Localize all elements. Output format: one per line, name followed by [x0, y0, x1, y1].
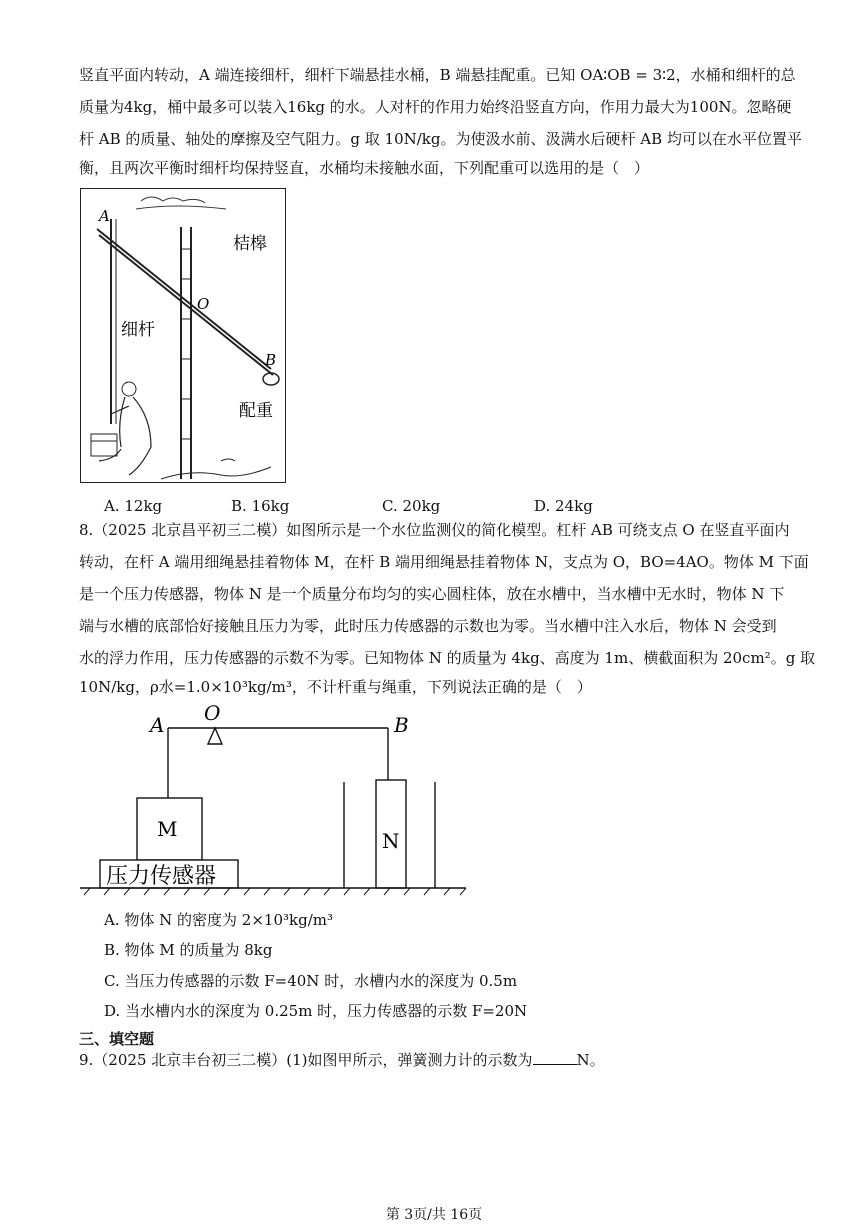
- q9-line: [79, 1049, 605, 1071]
- q7-option-c: C. 20kg: [382, 497, 441, 515]
- fig2-label-o: O: [204, 701, 221, 725]
- well-sweep-figure: [80, 188, 286, 483]
- page-footer: 第 3页/共 16页: [385, 1207, 483, 1223]
- fig1-label-o: O: [197, 295, 210, 313]
- fig2-label-n: N: [382, 829, 400, 853]
- q9-unit: N。: [576, 1051, 605, 1069]
- q7-line-4: 衡，且两次平衡时细杆均保持竖直，水桶均未接触水面，下列配重可以选用的是（ ）: [79, 159, 650, 177]
- q8-option-d: D. 当水槽内水的深度为 0.25m 时，压力传感器的示数 F=20N: [104, 1002, 528, 1020]
- q8-option-b: B. 物体 M 的质量为 8kg: [104, 941, 273, 959]
- q9-answer-blank: [533, 1050, 577, 1065]
- q8-option-c: C. 当压力传感器的示数 F=40N 时，水槽内水的深度为 0.5m: [104, 972, 518, 990]
- fig2-label-b: B: [394, 713, 409, 737]
- water-monitor-figure: [80, 698, 480, 898]
- q7-line-1: 竖直平面内转动，A 端连接细杆，细杆下端悬挂水桶，B 端悬挂配重。已知 OA∶OB = 3∶2，水桶和细杆的总: [79, 66, 796, 84]
- fig2-label-a: A: [150, 713, 165, 737]
- fig1-label-peizhong: 配重: [239, 401, 273, 421]
- q8-line-4: 端与水槽的底部恰好接触且压力为零，此时压力传感器的示数也为零。当水槽中注入水后，物体 N 会受到: [79, 617, 777, 635]
- fig1-label-b: B: [265, 351, 277, 369]
- q7-line-2: 质量为4kg，桶中最多可以装入16kg 的水。人对杆的作用力始终沿竖直方向，作用力最大为100N。忽略硬: [79, 98, 792, 116]
- fig1-label-xigan: 细杆: [121, 320, 155, 340]
- section-heading: 三、填空题: [79, 1030, 155, 1048]
- q9-text: 9.（2025 北京丰台初三二模）(1)如图甲所示，弹簧测力计的示数为: [79, 1051, 533, 1069]
- q8-line-3: 是一个压力传感器，物体 N 是一个质量分布均匀的实心圆柱体，放在水槽中，当水槽中无水时，物体 N 下: [79, 585, 785, 603]
- q7-option-a: A. 12kg: [104, 497, 163, 515]
- q7-option-d: D. 24kg: [534, 497, 593, 515]
- q8-line-1: 8.（2025 北京昌平初三二模）如图所示是一个水位监测仪的简化模型。杠杆 AB 可绕支点 O 在竖直平面内: [79, 521, 790, 539]
- q8-line-6: 10N/kg，ρ水=1.0×10³kg/m³，不计杆重与绳重，下列说法正确的是（ ）: [79, 678, 592, 696]
- fig2-label-sensor: 压力传感器: [106, 864, 217, 889]
- q8-line-2: 转动，在杆 A 端用细绳悬挂着物体 M，在杆 B 端用细绳悬挂着物体 N，支点为 O，BO=4AO。物体 M 下面: [79, 553, 809, 571]
- fig1-label-jiegao: 桔槔: [233, 234, 267, 254]
- q8-option-a: A. 物体 N 的密度为 2×10³kg/m³: [104, 911, 333, 929]
- q7-line-3: 杆 AB 的质量、轴处的摩擦及空气阻力。g 取 10N/kg。为使汲水前、汲满水后硬杆 AB 均可以在水平位置平: [79, 130, 802, 148]
- fig2-label-m: M: [157, 817, 178, 841]
- q8-line-5: 水的浮力作用，压力传感器的示数不为零。已知物体 N 的质量为 4kg、高度为 1m、横截面积为 20cm²。g 取: [79, 649, 816, 667]
- fig1-label-a: A: [99, 207, 110, 225]
- q7-option-b: B. 16kg: [231, 497, 290, 515]
